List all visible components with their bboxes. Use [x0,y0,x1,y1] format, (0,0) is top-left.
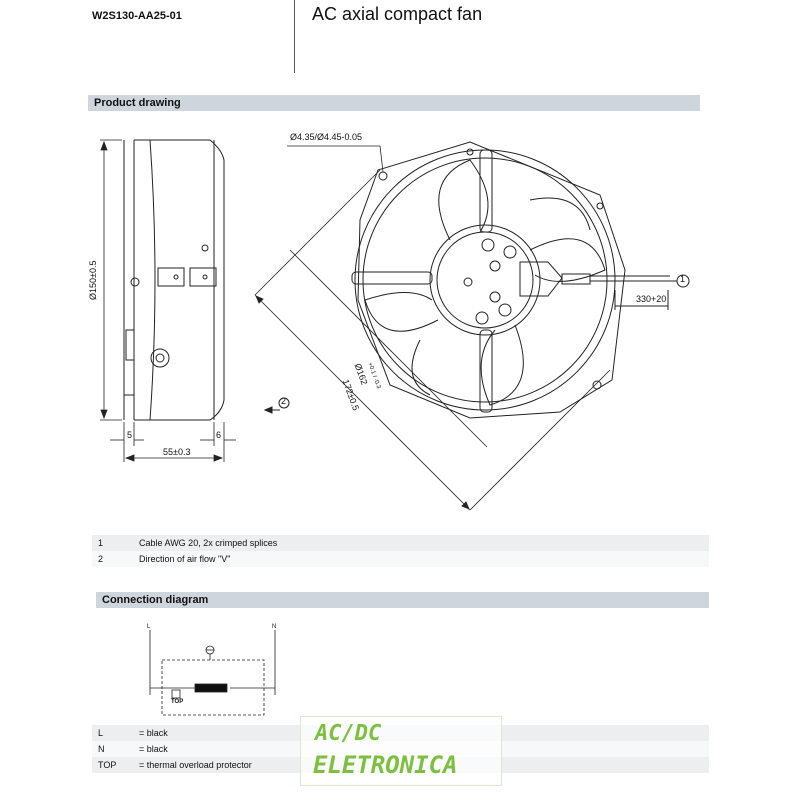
wiring-diagram [130,620,300,720]
legend-row [92,551,709,567]
dim-5-label: 5 [127,430,133,440]
dim-162-label: Ø162 [352,362,370,387]
callout-2: 2 [281,396,287,406]
legend-row [92,535,709,551]
dim-55-label: 55±0.3 [163,447,191,457]
dim-6-label: 6 [216,430,222,440]
legend-text: Direction of air flow "V" [139,554,231,564]
section-header-connection-diagram [96,592,709,608]
wire-label-l: L [147,624,151,630]
section-header-product-drawing [88,95,700,111]
legend-key: 2 [98,554,104,564]
legend-key: 1 [98,538,104,548]
callout-1: 1 [680,274,686,284]
dim-height-label: Ø150±0.5 [88,260,98,300]
fan-side-view [124,140,224,420]
connection-key: N [98,744,105,754]
connection-text: = black [139,728,168,738]
logo-line1: AC/DC [315,721,382,746]
wire-label-n: N [272,624,277,630]
section-title: Product drawing [94,97,181,109]
page-title: AC axial compact fan [312,4,483,24]
dim-162-tolerance: +0.1 / -0.3 [366,362,382,390]
dim-172-label: 172±0.5 [340,378,362,412]
connection-key: TOP [98,760,117,770]
connection-text: = black [139,744,168,754]
legend-text: Cable AWG 20, 2x crimped splices [139,538,278,548]
model-number: W2S130-AA25-01 [92,10,182,22]
watermark-logo [300,716,502,786]
wire-label-top: TOP [171,699,184,705]
connection-text: = thermal overload protector [139,760,252,770]
logo-line2: ELETRONICA [313,751,458,779]
dim-330-label: 330+20 [636,294,667,304]
header-divider [294,0,295,73]
section-title: Connection diagram [102,594,209,606]
fan-front-view [352,142,670,418]
product-drawing [0,112,800,532]
hole-diameter-label: Ø4.35/Ø4.45-0.05 [290,132,363,142]
connection-key: L [98,728,104,738]
